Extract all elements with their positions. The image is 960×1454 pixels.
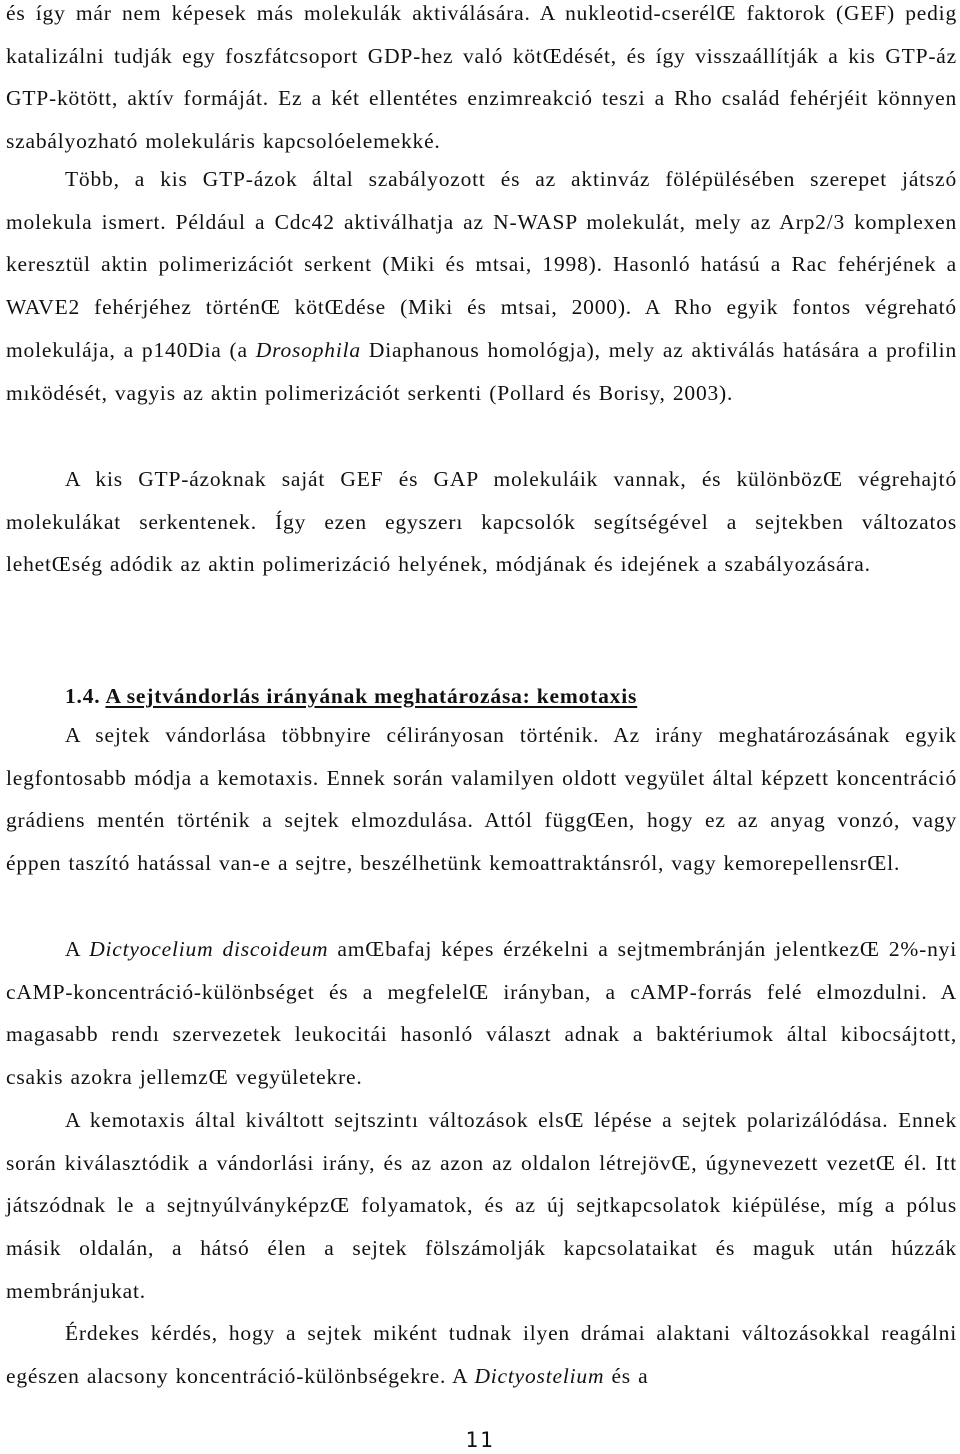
paragraph-gtpase-effectors (6, 158, 957, 414)
paragraph-text: A kis GTP-ázoknak saját GEF és GAP molekuláik vannak, és különbözŒ végrehajtó molekulákat serkentenek. Így ezen egyszerı kapcsolók segítségével a sejtekben változatos lehetŒség adódik az aktin polimerizáció helyének, módjának és idejének a szabályozására. (6, 467, 957, 577)
paragraph-text: A kemotaxis által kiváltott sejtszintı változások elsŒ lépése a sejtek polarizálódása. Ennek során kiválasztódik a vándorlási irány, és az azon az oldalon létrejövŒ, úgynevezett vezetŒ él. Itt játszódnak le a sejtnyúlványképzŒ folyamatok, és az új sejtkapcsolatok kiépülése, míg a pólus másik oldalán, a hátsó élen a sejtek fölszámolják kapcsolataikat és maguk után húzzák membránjukat. (6, 1108, 957, 1303)
paragraph-text: amŒbafaj képes érzékelni a sejtmembránján jelentkezŒ 2%-nyi cAMP-koncentráció-különbséget és a megfelelŒ irányban, a cAMP-forrás felé elmozdulni. A magasabb rendı szervezetek leukocitái hasonló választ adnak a baktériumok által kibocsájtott, csakis azokra jellemzŒ vegyületekre. (6, 937, 957, 1090)
species-name-italic: Dictyocelium discoideum (89, 937, 329, 961)
paragraph-gef-gap (6, 458, 957, 586)
paragraph-text: Érdekes kérdés, hogy a sejtek miként tudnak ilyen drámai alaktani változásokkal reagálni egészen alacsony koncentráció-különbségekre. A (6, 1321, 957, 1388)
section-number: 1.4. (65, 684, 101, 708)
paragraph-text: és így már nem képesek más molekulák aktiválására. A nukleotid-cserélŒ faktorok (GEF) pedig katalizálni tudják egy foszfátcsoport GDP-hez való kötŒdését, és így visszaállítják a kis GTP-áz GTP-kötött, aktív formáját. Ez a két ellentétes enzimreakció teszi a Rho család fehérjéit könnyen szabályozható molekuláris kapcsolóelemekké. (6, 1, 957, 154)
paragraph-text: Diaphanous homológja), mely az aktiválás hatására a profilin mıködését, vagyis az aktin polimerizációt serkenti (Pollard és Borisy, 2003). (6, 337, 957, 405)
paragraph-text: A (65, 937, 90, 961)
paragraph-text: és a (604, 1363, 649, 1388)
paragraph-text: Több, a kis GTP-ázok által szabályozott és az aktinváz fölépülésében szerepet játszó molekula ismert. Például a Cdc42 aktiválhatja az N-WASP molekulát, mely az Arp2/3 komplexen keresztül aktin polimerizációt serkent (Miki és mtsai, 1998). Hasonló hatású a Rac fehérjének a WAVE2 fehérjéhez történŒ kötŒdése (Miki és mtsai, 2000). A Rho egyik fontos végreható molekulája, a p140Dia (a (6, 167, 957, 362)
paragraph-question (6, 1312, 957, 1397)
section-title: A sejtvándorlás irányának meghatározása: kemotaxis (105, 684, 638, 708)
paragraph-polarization (6, 1099, 957, 1313)
paragraph-continuation (6, 0, 957, 163)
paragraph-text: A sejtek vándorlása többnyire célirányosan történik. Az irány meghatározásának egyik legfontosabb módja a kemotaxis. Ennek során valamilyen oldott vegyület által képzett koncentráció grádiens mentén történik a sejtek elmozdulása. Attól függŒen, hogy ez az anyag vonzó, vagy éppen taszító hatással van-e a sejtre, beszélhetünk kemoattraktánsról, vagy kemorepellensrŒl. (6, 723, 957, 876)
section-heading (65, 675, 637, 718)
paragraph-chemotaxis-intro (6, 714, 957, 885)
species-name-italic: Dictyostelium (474, 1363, 605, 1388)
species-name-italic: Drosophila (255, 337, 361, 362)
page-number: 11 (465, 1428, 495, 1452)
paragraph-dictyostelium (6, 928, 957, 1099)
